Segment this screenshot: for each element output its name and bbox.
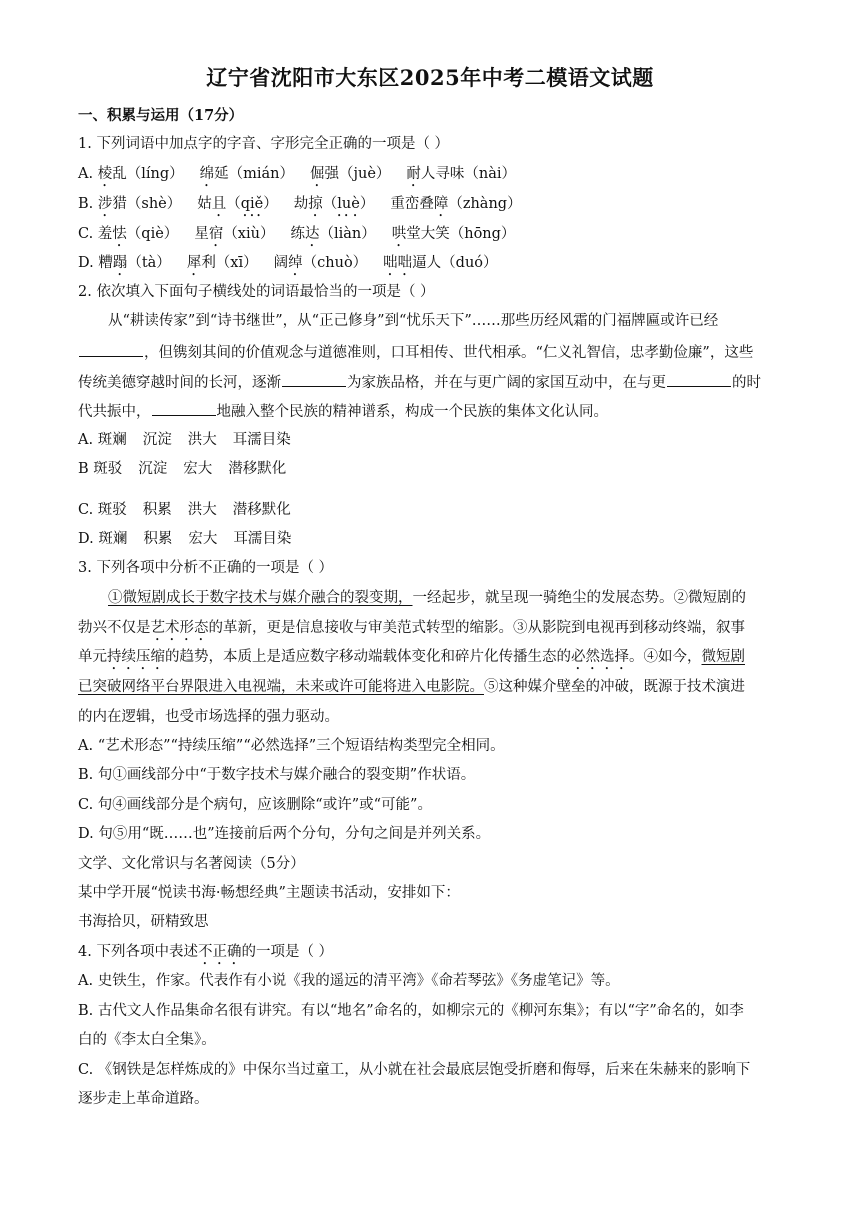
question-1-option-c: C. 羞怯（qiè） 星宿（xiù） 练达（liàn） 哄堂大笑（hōng） [78,226,516,242]
question-2-stem: 2. 依次填入下面句子横线处的词语最恰当的一项是（ ） [78,284,435,300]
fill-blank [79,341,143,357]
question-3-passage-line-3: 单元持续压缩的趋势，本质上是适应数字移动端载体变化和碎片化传播生态的必然选择。④如今，微短剧 [78,649,745,665]
question-2-passage-line-4: 代共振中， 地融入整个民族的精神谱系，构成一个民族的集体文化认同。 [78,400,608,422]
fill-blank [667,371,731,387]
question-3-stem: 3. 下列各项中分析不正确的一项是（ ） [78,560,334,576]
question-4-stem: 4. 下列各项中表述不正确的一项是（ ） [78,944,334,960]
fill-blank [282,371,346,387]
question-3-option-d: D. 句⑤用“既……也”连接前后两个分句，分句之间是并列关系。 [78,826,491,842]
question-2-passage-line-1: 从“耕读传家”到“诗书继世”，从“正己修身”到“忧乐天下”……那些历经风霜的门福牌匾或许已经 [108,313,719,329]
question-3-option-c: C. 句④画线部分是个病句，应该删除“或许”或“可能”。 [78,797,432,813]
question-1-option-b: B. 涉猎（shè） 姑且（qiě） 劫掠（luè） 重峦叠障（zhàng） [78,196,522,212]
question-4-option-b-line-2: 白的《李太白全集》。 [78,1032,216,1048]
activity-intro: 某中学开展“悦读书海·畅想经典”主题读书活动，安排如下： [78,885,460,901]
question-2-passage-line-2: ，但镌刻其间的价值观念与道德准则，口耳相传、世代相承。“仁义礼智信，忠孝勤俭廉”，这些 [78,341,753,363]
page-title: 辽宁省沈阳市大东区2025年中考二模语文试题 [206,65,654,90]
question-3-passage-line-2: 勃兴不仅是艺术形态的革新，更是信息接收与审美范式转型的缩影。③从影院到电视再到移动终端，叙事 [78,620,745,636]
question-4-option-b-line-1: B. 古代文人作品集命名很有讲究。有以“地名”命名的，如柳宗元的《柳河东集》；有以“字”命名的，如李 [78,1003,744,1019]
question-4-option-a: A. 史铁生，作家。代表作有小说《我的遥远的清平湾》《命若琴弦》《务虚笔记》等。 [78,973,620,989]
question-4-option-c-line-2: 逐步走上革命道路。 [78,1091,209,1107]
question-2-option-d: D. 斑斓 积累 宏大 耳濡目染 [78,531,292,547]
question-3-passage-line-1: ①微短剧成长于数字技术与媒介融合的裂变期，一经起步，就呈现一骑绝尘的发展态势。②微短剧的 [108,590,746,606]
activity-subtitle: 书海拾贝，研精致思 [78,914,209,930]
question-3-option-a: A. “艺术形态”“持续压缩”“必然选择”三个短语结构类型完全相同。 [78,738,505,754]
question-2-option-a: A. 斑斓 沉淀 洪大 耳濡目染 [78,432,291,448]
question-1-option-d: D. 糟蹋（tà） 犀利（xī） 阔绰（chuò） 咄咄逼人（duó） [78,255,498,271]
question-3-passage-line-5: 的内在逻辑，也受市场选择的强力驱动。 [78,709,339,725]
question-3-passage-line-4: 已突破网络平台界限进入电视端，未来或许可能将进入电影院。⑤这种媒介壁垒的冲破，既源于技术演进 [78,679,745,695]
question-1-stem: 1. 下列词语中加点字的字音、字形完全正确的一项是（ ） [78,136,450,152]
question-2-passage-line-3: 传统美德穿越时间的长河，逐渐 为家族品格，并在与更广阔的家国互动中，在与更 的时 [78,371,761,393]
section-heading-2: 文学、文化常识与名著阅读（5分） [78,856,305,872]
fill-blank [152,400,216,416]
section-heading-1: 一、积累与运用（17分） [78,107,244,124]
question-3-option-b: B. 句①画线部分中“于数字技术与媒介融合的裂变期”作状语。 [78,767,476,783]
question-4-option-c-line-1: C. 《钢铁是怎样炼成的》中保尔当过童工，从小就在社会最底层饱受折磨和侮辱，后来在朱赫来的影响下 [78,1062,751,1078]
question-2-option-c: C. 斑驳 积累 洪大 潜移默化 [78,502,291,518]
question-1-option-a: A. 棱乱（líng） 绵延（mián） 倔强（juè） 耐人寻味（nài） [78,166,517,182]
question-2-option-b: B 斑驳 沉淀 宏大 潜移默化 [78,461,287,477]
